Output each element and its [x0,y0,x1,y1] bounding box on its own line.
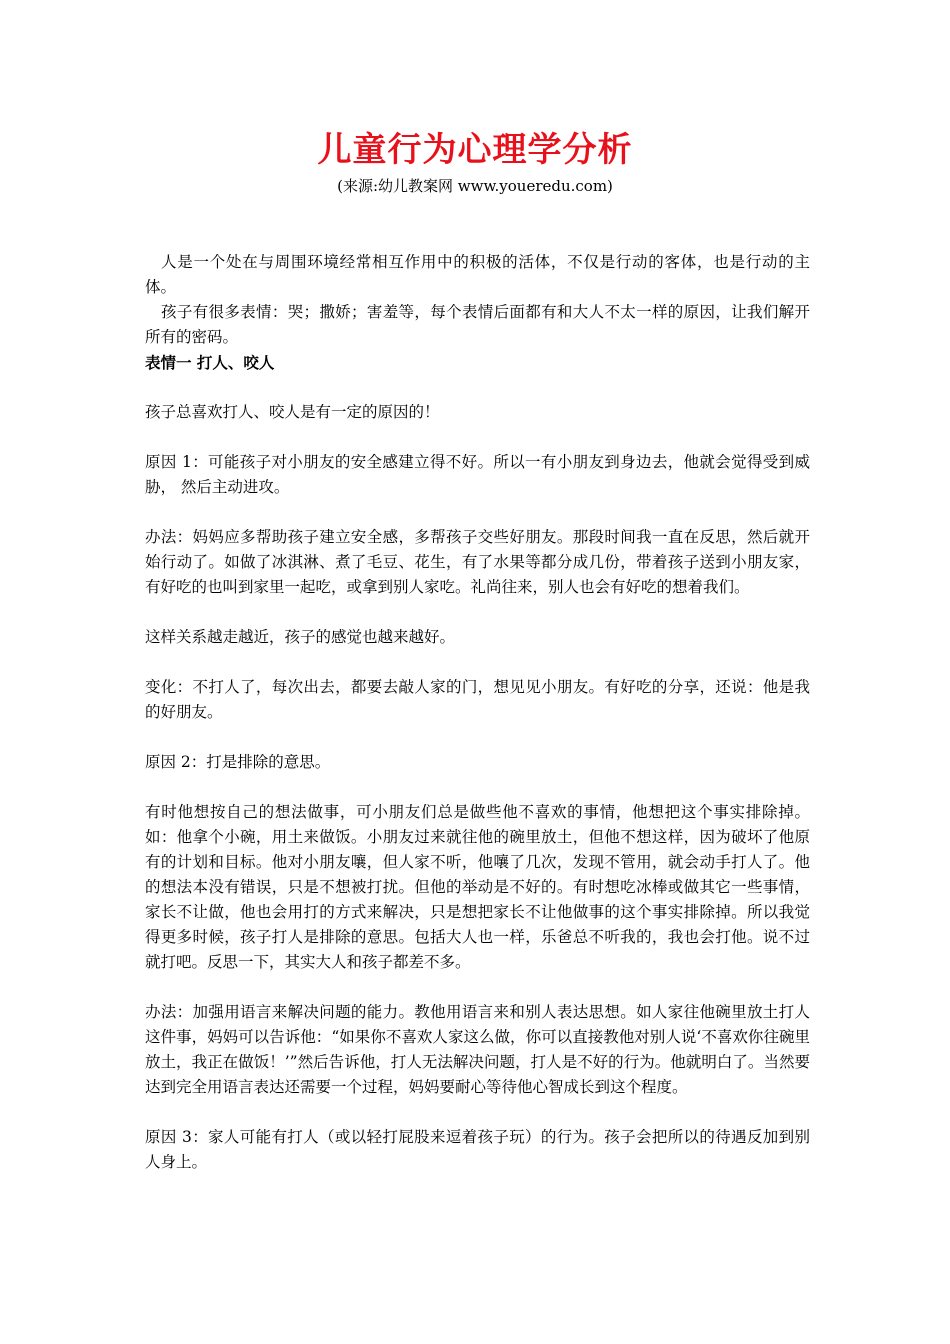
paragraph-reason-3: 原因 3：家人可能有打人（或以轻打屁股来逗着孩子玩）的行为。孩子会把所以的待遇反加到别人身上。 [145,1128,810,1171]
paragraph-reason-1: 原因 1：可能孩子对小朋友的安全感建立得不好。所以一有小朋友到身边去，他就会觉得受到威胁， 然后主动进攻。 [145,453,810,496]
document-title: 儿童行为心理学分析 [317,130,633,170]
paragraph-method-1: 办法：妈妈应多帮助孩子建立安全感，多帮孩子交些好朋友。那段时间我一直在反思，然后就开始行动了。如做了冰淇淋、煮了毛豆、花生，有了水果等都分成几份，带着孩子送到小朋友家，有好吃的也叫到家里一起吃，或拿到别人家吃。礼尚往来，别人也会有好吃的想着我们。 [145,528,810,596]
section-heading: 表情一 打人、咬人 [145,353,275,372]
paragraph-intro: 人是一个处在与周围环境经常相互作用中的积极的活体，不仅是行动的客体，也是行动的主体。 [145,253,810,296]
paragraph-gap [145,725,810,750]
paragraph-gap [145,775,810,800]
paragraph-gap [145,600,810,625]
paragraph-change: 变化：不打人了，每次出去，都要去敲人家的门，想见见小朋友。有好吃的分享，还说：他是我的好朋友。 [145,678,810,721]
paragraph-gap [145,425,810,450]
document-body [145,250,810,1175]
paragraph-gap [145,1100,810,1125]
document-source: (来源:幼儿教案网 www.youeredu.com) [337,177,613,195]
paragraph-reason-2-detail: 有时他想按自己的想法做事，可小朋友们总是做些他不喜欢的事情，他想把这个事实排除掉。如：他拿个小碗，用土来做饭。小朋友过来就往他的碗里放土，但他不想这样，因为破坏了他原有的计划和目标。他对小朋友嚷，但人家不听，他嚷了几次，发现不管用，就会动手打人了。他的想法本没有错误，只是不想被打扰。但他的举动是不好的。有时想吃冰棒或做其它一些事情，家长不让做，他也会用打的方式来解决，只是想把家长不让他做事的这个事实排除掉。所以我觉得更多时候，孩子打人是排除的意思。包括大人也一样，乐爸总不听我的，我也会打他。说不过就打吧。反思一下，其实大人和孩子都差不多。 [145,803,810,971]
paragraph-gap [145,375,810,400]
paragraph-method-2: 办法：加强用语言来解决问题的能力。教他用语言来和别人表达思想。如人家往他碗里放土打人这件事，妈妈可以告诉他：“如果你不喜欢人家这么做，你可以直接教他对别人说‘不喜欢你往碗里放土，我正在做饭！’”然后告诉他，打人无法解决问题，打人是不好的行为。他就明白了。当然要达到完全用语言表达还需要一个过程，妈妈要耐心等待他心智成长到这个程度。 [145,1003,810,1096]
paragraph-reason-intro: 孩子总喜欢打人、咬人是有一定的原因的！ [145,403,440,421]
paragraph-gap [145,650,810,675]
paragraph-expressions: 孩子有很多表情：哭；撒娇；害羞等，每个表情后面都有和大人不太一样的原因，让我们解开所有的密码。 [145,303,810,346]
paragraph-relationship: 这样关系越走越近，孩子的感觉也越来越好。 [145,628,456,646]
paragraph-reason-2: 原因 2：打是排除的意思。 [145,753,331,771]
paragraph-gap [145,500,810,525]
paragraph-gap [145,975,810,1000]
